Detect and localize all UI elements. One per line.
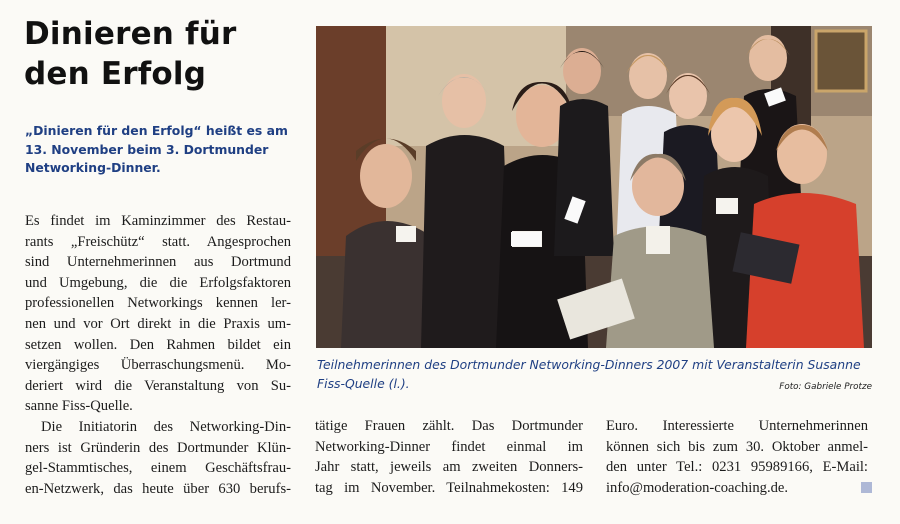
body-line: Die Initiatorin des Networking-Din- <box>41 418 291 435</box>
body-line: viergängiges Überraschungsmenü. Mo- <box>25 357 291 374</box>
body-line: Jahr statt, jeweils am zweiten Donners- <box>315 459 583 476</box>
body-line: en-Netzwerk, das heute über 630 berufs- <box>25 480 291 497</box>
body-line: Es findet im Kaminzimmer des Restau- <box>25 213 291 229</box>
body-line: sind Unternehmerinnen aus Dortmund <box>25 254 291 271</box>
body-line: Euro. Interessierte Unternehmerinnen <box>606 418 868 434</box>
caption-line: Teilnehmerinnen des Dortmunder Networking-Dinners 2007 mit Veranstalterin Susanne <box>317 357 861 372</box>
headline-line-2: den Erfolg <box>24 56 207 92</box>
lead-line: Networking-Dinner. <box>25 160 161 175</box>
body-paragraph-2-end <box>606 416 868 498</box>
body-line: setzen wollen. Den Rahmen bildet ein <box>25 336 291 353</box>
group-photo <box>316 26 872 348</box>
headline-line-1: Dinieren für <box>24 16 237 52</box>
article-end-mark <box>861 482 872 493</box>
body-line: info@moderation-coaching.de. <box>606 479 789 496</box>
body-line: Networking-Dinner findet einmal im <box>315 438 583 455</box>
headline <box>24 14 294 94</box>
body-line: den unter Tel.: 0231 95989166, E-Mail: <box>606 459 868 476</box>
body-line: deriert wird die Veranstaltung von Su- <box>25 377 291 394</box>
caption-line: Fiss-Quelle (l.). <box>317 375 410 391</box>
lead-paragraph <box>25 122 300 178</box>
body-paragraph-2-cont <box>315 416 583 498</box>
photo-credit: Foto: Gabriele Protze <box>779 382 872 392</box>
body-line: gel-Stammtisches, einem Geschäftsfrau- <box>25 460 291 477</box>
body-column-3 <box>606 416 868 498</box>
group-photo-illustration <box>316 26 872 348</box>
body-paragraph-1 <box>25 211 291 417</box>
body-line: rants „Freischütz“ statt. Angesprochen <box>25 233 291 250</box>
body-line: tag im November. Teilnahmekosten: 149 <box>315 479 583 496</box>
body-paragraph-2 <box>25 417 291 499</box>
lead-line: 13. November beim 3. Dortmunder <box>25 141 269 157</box>
body-column-1 <box>25 211 291 499</box>
body-line: und Umgebung, die die Erfolgsfaktoren <box>25 274 291 291</box>
body-line: sanne Fiss-Quelle. <box>25 398 133 415</box>
lead-line: „Dinieren für den Erfolg“ heißt es am <box>25 123 288 138</box>
body-line: ners ist Gründerin des Dortmunder Klün- <box>25 439 291 456</box>
body-line: nen und vor Ort direkt in die Praxis um- <box>25 315 291 332</box>
body-column-2 <box>315 416 583 498</box>
body-line: tätige Frauen zählt. Das Dortmunder <box>315 418 583 434</box>
body-line: können sich bis zum 30. Oktober anmel- <box>606 438 868 455</box>
body-line: professionellen Networkings kennen ler- <box>25 295 291 312</box>
